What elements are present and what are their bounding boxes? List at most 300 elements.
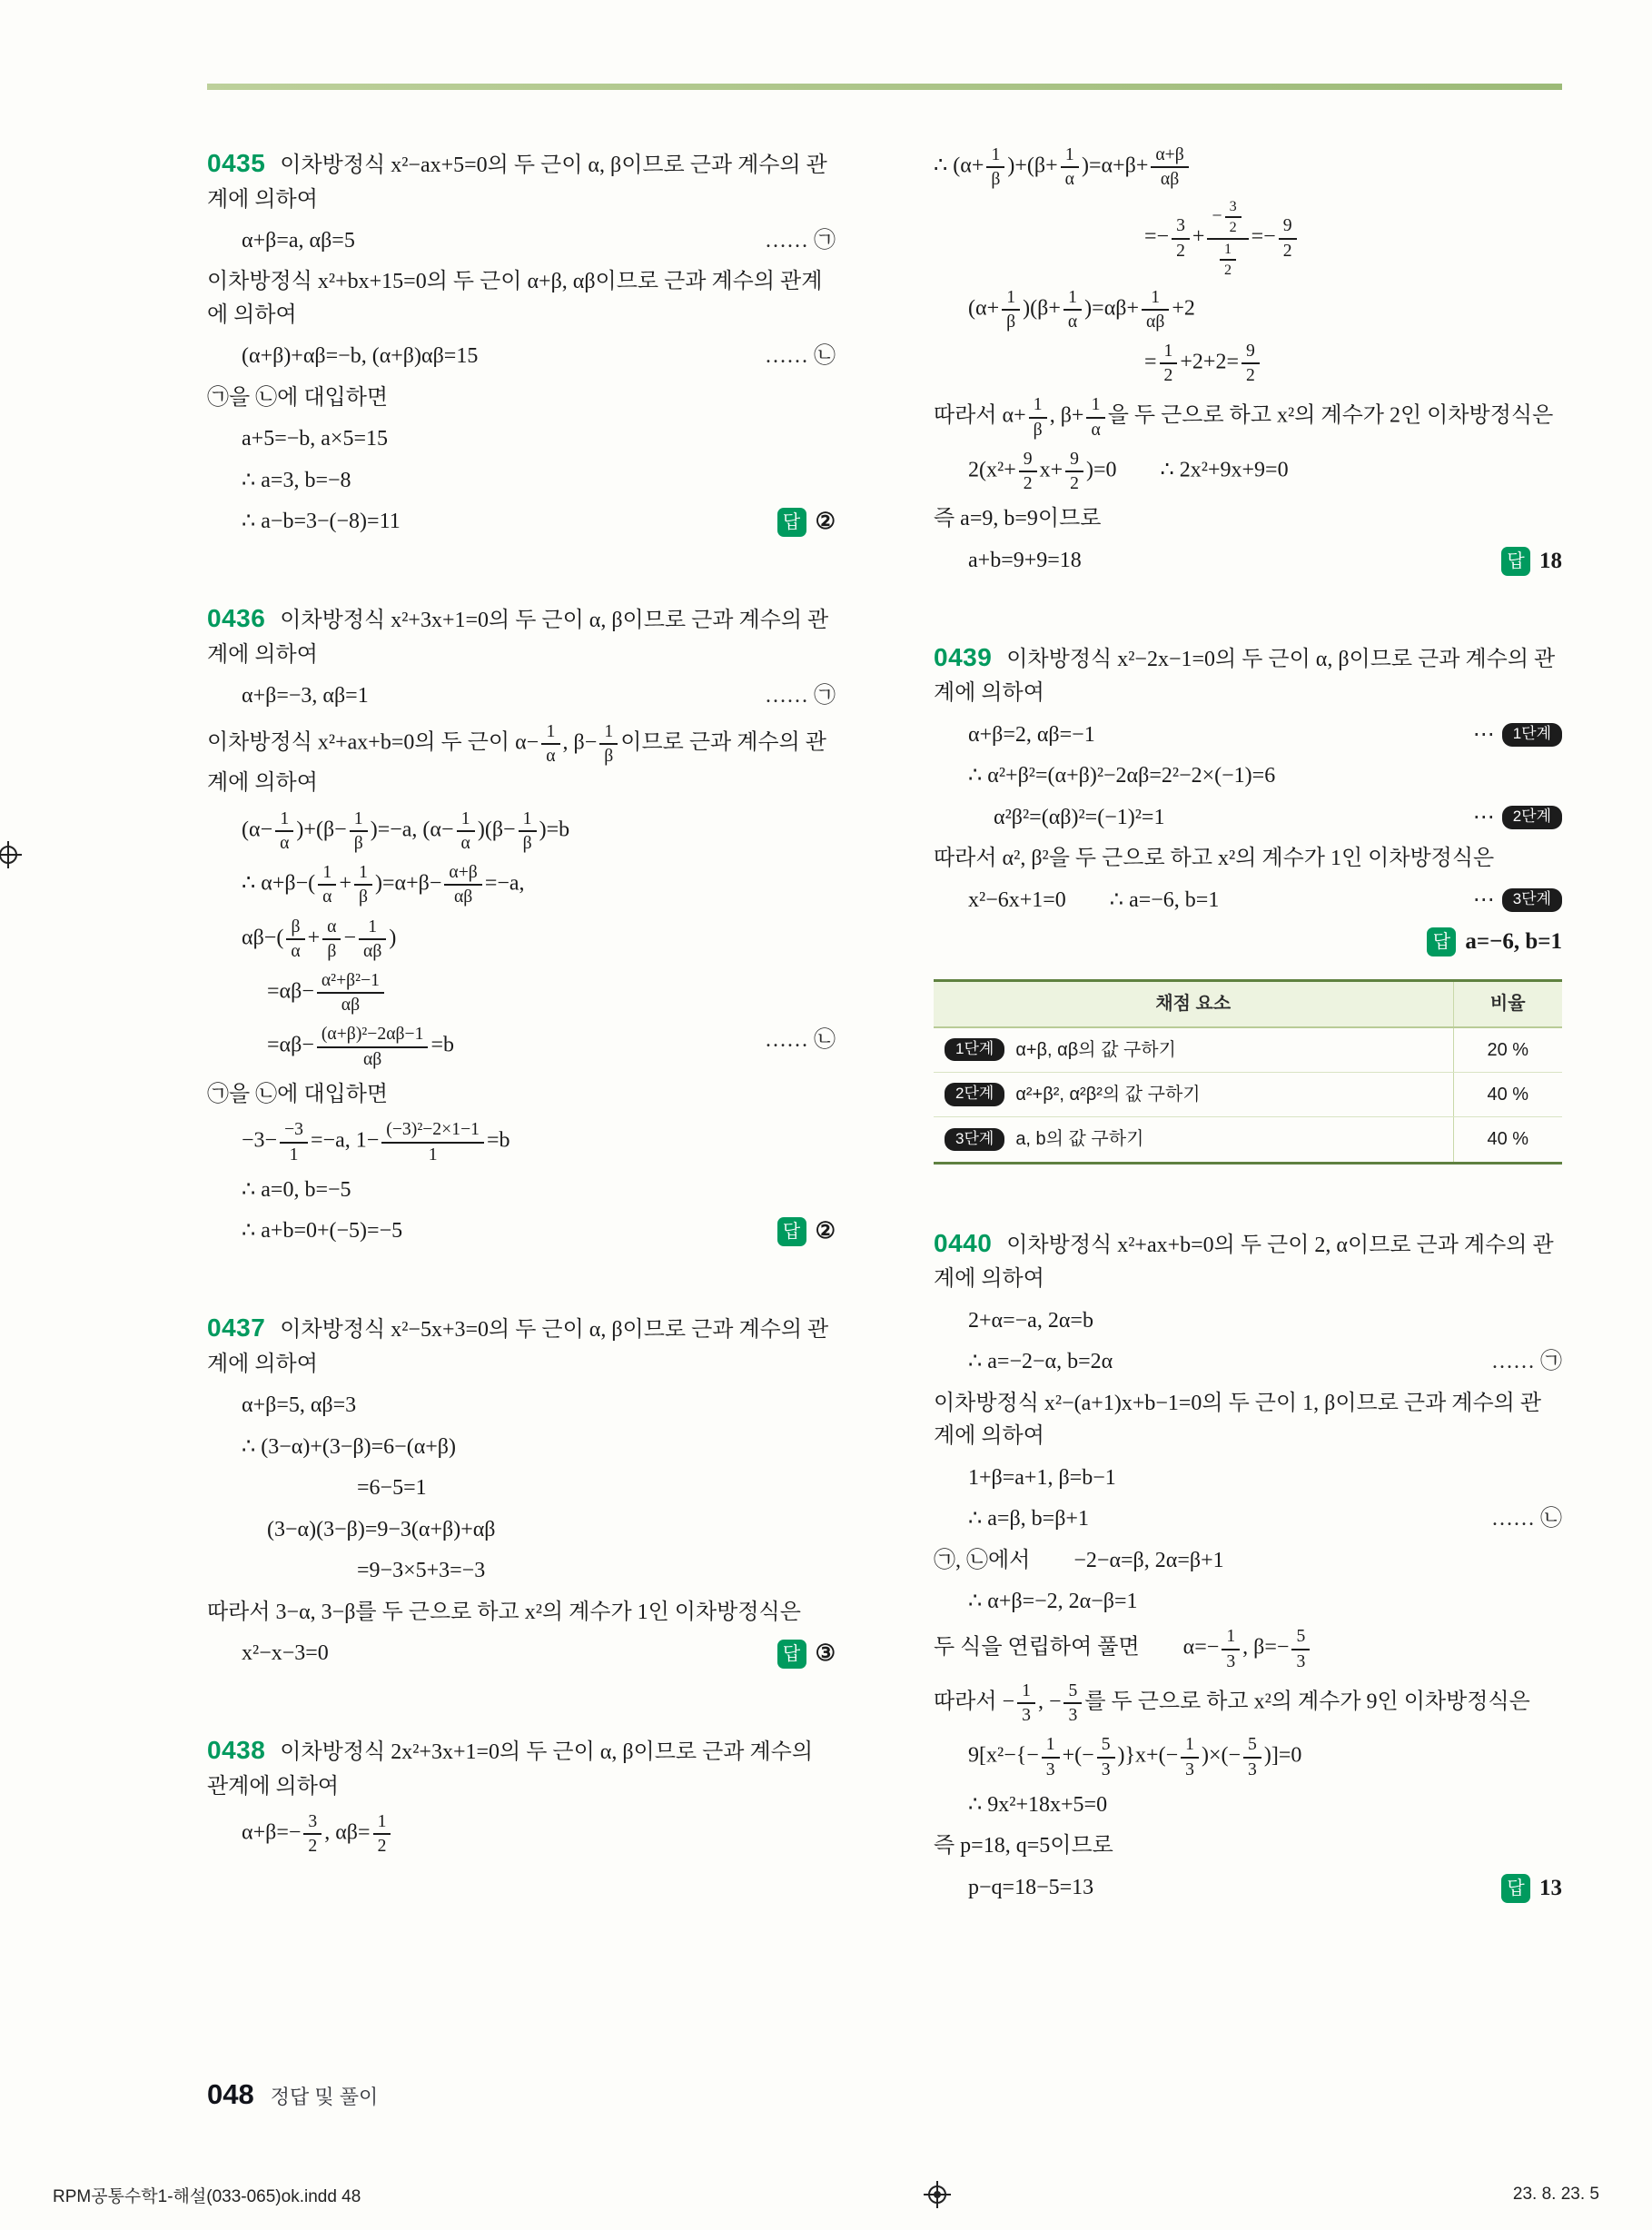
fraction-numerator: 1 (1160, 341, 1178, 364)
line-text: 즉 a=9, b=9이므로 (934, 507, 1102, 531)
line-text: 9[x²−{− $\frac{1}{3}$ +(− $\frac{5}{3}$ )}x+(− $\frac{1}{3}$ )×(− $\frac{5}{3}$ )]=0 (968, 1734, 1302, 1779)
solution-line (934, 884, 1562, 917)
line-text: 따라서 α+ $\frac{1}{\beta}$ , β+ $\frac{1}{\alpha}$ 을 두 근으로 하고 x²의 계수가 2인 이차방정식은 (934, 394, 1554, 440)
line-text: x²−6x+1=0 ∴ a=−6, b=1 (968, 887, 1220, 912)
top-divider-rule (207, 84, 1562, 90)
answer-value: a=−6, b=1 (1465, 929, 1562, 955)
line-text: 0435 이차방정식 x²−ax+5=0의 두 근이 α, β이므로 근과 계수의 관계에 의하여 (207, 149, 827, 212)
line-text: ∴ a−b=3−(−8)=11 (242, 510, 401, 534)
fraction-numerator: α²+β²−1 (317, 970, 384, 994)
fraction-denominator: β (1033, 419, 1043, 440)
problem-number: 0440 (934, 1228, 993, 1257)
fraction-numerator: 9 (1241, 341, 1260, 364)
line-text: =9−3×5+3=−3 (357, 1559, 486, 1583)
solution-line (934, 1462, 1562, 1494)
fraction-denominator: 3 (1022, 1705, 1031, 1726)
fraction (1142, 287, 1169, 332)
fraction-denominator (1207, 240, 1248, 279)
fraction-denominator: 2 (1224, 262, 1232, 278)
footer-label: 정답 및 풀이 (270, 2086, 379, 2108)
solution-line (207, 1513, 836, 1546)
solution-line (207, 1731, 836, 1803)
fraction-denominator: α (1064, 169, 1074, 190)
solution-0436 (207, 600, 836, 1249)
fraction-denominator: 1 (428, 1144, 438, 1165)
reference-marker: …… ㉠ (1491, 1350, 1562, 1374)
line-text: α+β=a, αβ=5 (242, 229, 355, 253)
content-columns (207, 136, 1562, 1966)
fraction-denominator: 3 (1185, 1759, 1194, 1779)
fraction-denominator: α (291, 940, 301, 961)
grading-table-body (934, 1027, 1562, 1164)
fraction-denominator: 2 (1023, 473, 1033, 494)
solution-line (934, 1585, 1562, 1618)
problem-number: 0437 (207, 1313, 266, 1343)
fraction-numerator: 1 (599, 721, 618, 745)
step-marker: ⋯ 2단계 (1457, 801, 1562, 834)
step-badge: 3단계 (1502, 888, 1562, 911)
line-text: ∴ α+β−( $\frac{1}{\alpha}$ + $\frac{1}{\beta}$ )=α+β− $\frac{\alpha+\beta}{\alpha\beta}$ =−a, (242, 862, 525, 907)
solution-line (207, 382, 836, 414)
grading-description: α+β, αβ의 값 구하기 (1015, 1039, 1176, 1060)
fraction (1042, 1734, 1060, 1779)
step-badge: 1단계 (945, 1038, 1004, 1061)
fraction-numerator: 9 (1279, 215, 1297, 239)
fraction-numerator: 1 (1142, 287, 1169, 311)
solution-line (207, 1811, 836, 1857)
fraction-numerator: 1 (1017, 1680, 1035, 1704)
fraction (317, 970, 384, 1016)
fraction (457, 808, 475, 854)
reference-marker: …… ㉠ (765, 229, 836, 253)
line-text: 2+α=−a, 2α=b (968, 1308, 1093, 1333)
solution-line (934, 925, 1562, 959)
fraction-denominator: 2 (308, 1836, 318, 1857)
answer-value: ② (815, 1219, 836, 1244)
solution-line (934, 502, 1562, 535)
solution-line (207, 464, 836, 497)
solution-line (934, 719, 1562, 751)
solution-line (207, 600, 836, 671)
fraction (1222, 1626, 1240, 1671)
fraction-numerator: 3 (303, 1811, 321, 1835)
page-footer (207, 2078, 378, 2111)
solution-line (207, 1214, 836, 1249)
line-text: (α− $\frac{1}{\alpha}$ )+(β− $\frac{1}{\beta}$ )=−a, (α− $\frac{1}{\alpha}$ )(β− $\frac{1}{\beta}$ )=b (242, 808, 570, 853)
fraction (1243, 1734, 1261, 1779)
fraction-denominator: α (1067, 311, 1078, 332)
fraction (303, 1811, 321, 1857)
fraction (1181, 1734, 1199, 1779)
answer-badge-icon: 답 (1501, 547, 1530, 576)
solution-line (207, 505, 836, 540)
solution-line (207, 1637, 836, 1671)
grading-cell-ratio: 40 % (1453, 1072, 1562, 1116)
step-badge: 1단계 (1502, 723, 1562, 746)
fraction-denominator: αβ (362, 1048, 382, 1069)
step-marker: ⋯ 3단계 (1457, 884, 1562, 917)
fraction-denominator: β (522, 832, 532, 853)
fraction-numerator: −3 (280, 1119, 308, 1143)
line-text: −3− $\frac{-3}{1}$ =−a, 1− $\frac{\text{(−3)²−2×1−1}}{1}$ =b (242, 1119, 510, 1165)
fraction-numerator: 1 (1181, 1734, 1199, 1758)
fraction-numerator: 9 (1065, 449, 1083, 472)
reference-marker: …… ㉡ (1491, 1507, 1562, 1531)
reference-marker: …… ㉡ (765, 1028, 836, 1053)
fraction-denominator: 3 (1068, 1705, 1078, 1726)
grading-cell-content (945, 1081, 1442, 1108)
grading-cell-content (945, 1036, 1442, 1064)
fraction-denominator: 1 (289, 1144, 299, 1165)
fraction (1002, 287, 1020, 332)
solution-line (934, 1387, 1562, 1453)
grading-table-row (934, 1027, 1562, 1073)
fraction (354, 862, 372, 907)
answer-badge-icon: 답 (1427, 927, 1456, 956)
left-column (207, 136, 836, 1918)
problem-number: 0436 (207, 604, 266, 633)
fraction-denominator: 2 (1229, 220, 1237, 236)
solution-line (207, 1174, 836, 1206)
solution-line (934, 341, 1562, 386)
solution-line (934, 1544, 1562, 1577)
line-text: ∴ 9x²+18x+5=0 (968, 1792, 1108, 1817)
grading-cell-ratio: 20 % (1453, 1027, 1562, 1073)
solution-line (934, 1626, 1562, 1671)
fraction-numerator: 1 (373, 1811, 391, 1835)
fraction (1151, 144, 1188, 190)
line-text: x²−x−3=0 (242, 1641, 329, 1666)
solution-line (207, 1309, 836, 1381)
line-text: 0438 이차방정식 2x²+3x+1=0의 두 근이 α, β이므로 근과 계수의 관계에 의하여 (207, 1736, 814, 1799)
solution-line (934, 801, 1562, 834)
line-text: 0437 이차방정식 x²−5x+3=0의 두 근이 α, β이므로 근과 계수의 관계에 의하여 (207, 1313, 829, 1376)
line-text: ∴ a=−2−α, b=2α (968, 1350, 1113, 1374)
line-text: 두 식을 연립하여 풀면 α=− $\frac{1}{3}$ , β=− $\frac{5}{3}$ (934, 1626, 1312, 1671)
line-text: 0436 이차방정식 x²+3x+1=0의 두 근이 α, β이므로 근과 계수의 관계에 의하여 (207, 604, 829, 667)
fraction-denominator: αβ (1160, 169, 1180, 190)
fraction-denominator: β (358, 887, 368, 907)
line-text: 즉 p=18, q=5이므로 (934, 1834, 1113, 1858)
line-text: ∴ a=β, b=β+1 (968, 1507, 1089, 1531)
fraction-numerator: 5 (1291, 1626, 1310, 1650)
fraction-numerator: 5 (1243, 1734, 1261, 1758)
right-column (934, 136, 1562, 1966)
solution-line (934, 144, 1562, 190)
solution-line (207, 1596, 836, 1629)
fraction-denominator: α (322, 887, 332, 907)
fraction-denominator: 3 (1045, 1759, 1055, 1779)
line-text: ∴ a=3, b=−8 (242, 468, 351, 492)
grading-criteria-table (934, 979, 1562, 1165)
fraction-denominator: β (327, 940, 337, 961)
solution-line (934, 544, 1562, 579)
fraction-numerator: 1 (1042, 1734, 1060, 1758)
solution-line (207, 917, 836, 962)
fraction-denominator: β (1006, 311, 1016, 332)
solution-0435 (207, 144, 836, 540)
grading-header-criteria: 채점 요소 (934, 981, 1453, 1027)
solution-line (934, 449, 1562, 494)
line-text: ∴ α+β=−2, 2α−β=1 (968, 1590, 1138, 1613)
line-text: 따라서 α², β²을 두 근으로 하고 x²의 계수가 1인 이차방정식은 (934, 847, 1495, 871)
step-badge: 3단계 (945, 1128, 1004, 1151)
fraction (1097, 1734, 1115, 1779)
grading-cell-criteria (934, 1027, 1453, 1073)
fraction-denominator: 3 (1296, 1650, 1306, 1671)
fraction-numerator: 1 (1002, 287, 1020, 311)
solution-line (934, 287, 1562, 332)
fraction-numerator: 1 (350, 808, 368, 832)
line-text: = $\frac{1}{2}$ +2+2= $\frac{9}{2}$ (1144, 341, 1262, 386)
answer-value: ③ (815, 1641, 836, 1667)
fraction (1172, 215, 1190, 261)
solution-line (207, 340, 836, 372)
line-text: (α+β)+αβ=−b, (α+β)αβ=15 (242, 344, 479, 369)
answer (761, 1637, 836, 1671)
fraction-numerator: 1 (1063, 287, 1082, 311)
line-text: 따라서 3−α, 3−β를 두 근으로 하고 x²의 계수가 1인 이차방정식은 (207, 1600, 801, 1624)
answer-badge-icon: 답 (777, 1217, 806, 1246)
line-text: 이차방정식 x²−(a+1)x+b−1=0의 두 근이 1, β이므로 근과 계수의 관계에 의하여 (934, 1391, 1542, 1449)
line-text: (α+ $\frac{1}{\beta}$ )(β+ $\frac{1}{\alpha}$ )=αβ+ $\frac{1}{\alpha\beta}$ +2 (968, 286, 1195, 332)
line-text: α+β=2, αβ=−1 (968, 722, 1095, 747)
solution-line (207, 1472, 836, 1504)
fraction (986, 144, 1004, 190)
line-text: =αβ− $\frac{\text{(α+β)²−2αβ−1}}{\alpha\beta}$ =b (267, 1024, 454, 1069)
line-text: ∴ (3−α)+(3−β)=6−(α+β) (242, 1434, 457, 1459)
fraction-numerator: 1 (986, 144, 1004, 168)
solution-line (207, 721, 836, 800)
line-text: 이차방정식 x²+ax+b=0의 두 근이 α− $\frac{1}{\alpha}$ , β− $\frac{1}{\beta}$ 이므로 근과 계수의 관계에 의하여 (207, 720, 826, 796)
line-text: ㉠, ㉡에서 −2−α=β, 2α=β+1 (934, 1548, 1224, 1572)
fraction-denominator: β (353, 832, 363, 853)
registration-mark-left (0, 839, 24, 870)
solution-0437 (207, 1309, 836, 1671)
fraction-denominator: 2 (1282, 240, 1292, 261)
fraction (286, 917, 304, 962)
print-info-line (53, 2179, 1599, 2210)
line-text: p−q=18−5=13 (968, 1875, 1094, 1899)
fraction-denominator: α (460, 832, 470, 853)
fraction-numerator: 3 (1172, 215, 1190, 239)
fraction-numerator: 3 (1225, 198, 1241, 218)
fraction-numerator: 1 (359, 917, 386, 940)
fraction (318, 862, 336, 907)
step-marker: ⋯ 1단계 (1457, 719, 1562, 751)
solution-line (207, 1389, 836, 1422)
solution-0439 (934, 639, 1562, 1165)
fraction-numerator: 1 (1029, 394, 1047, 418)
solution-line (207, 1554, 836, 1587)
line-text: 0439 이차방정식 x²−2x−1=0의 두 근이 α, β이므로 근과 계수의 관계에 의하여 (934, 642, 1556, 706)
fraction-numerator: α (322, 917, 341, 940)
fraction (1086, 394, 1104, 440)
solution-continuation (934, 144, 1562, 579)
fraction (1029, 394, 1047, 440)
fraction-denominator: 2 (1163, 365, 1173, 386)
print-file-name: RPM공통수학1-해설(033-065)ok.indd 48 (53, 2186, 361, 2206)
line-text: ∴ α²+β²=(α+β)²−2αβ=2²−2×(−1)=6 (968, 764, 1276, 788)
fraction (275, 808, 293, 854)
solution-line (207, 1431, 836, 1463)
fraction (1241, 341, 1260, 386)
line-text: 2(x²+ $\frac{9}{2}$ x+ $\frac{9}{2}$ )=0 ∴ 2x²+9x+9=0 (968, 448, 1289, 494)
grading-table-head (934, 981, 1562, 1027)
line-text: ∴ a+b=0+(−5)=−5 (242, 1219, 403, 1244)
solution-line (934, 1789, 1562, 1821)
answer-badge-icon: 답 (777, 1640, 806, 1669)
fraction-denominator: 2 (1070, 473, 1079, 494)
solution-line (207, 1078, 836, 1111)
fraction (1160, 341, 1178, 386)
fraction (541, 721, 559, 767)
fraction (373, 1811, 391, 1857)
registration-mark-bottom (922, 2179, 953, 2210)
answer (1485, 544, 1562, 579)
solution-line (207, 265, 836, 332)
fraction-numerator: 1 (275, 808, 293, 832)
line-text: a+5=−b, a×5=15 (242, 427, 388, 451)
solution-line (207, 970, 836, 1016)
answer-value: 18 (1539, 548, 1562, 573)
line-text: ∴ (α+ $\frac{1}{\beta}$ )+(β+ $\frac{1}{\alpha}$ )=α+β+ $\frac{\alpha+\beta}{\alpha\beta}$ (934, 144, 1192, 190)
answer-badge-icon: 답 (777, 508, 806, 537)
answer (761, 1214, 836, 1249)
fraction-numerator: 9 (1019, 449, 1037, 472)
answer-value: 13 (1539, 1875, 1562, 1900)
answer (1410, 925, 1562, 959)
grading-cell-criteria (934, 1117, 1453, 1163)
solution-line (934, 1304, 1562, 1337)
line-text: 따라서 − $\frac{1}{3}$ , − $\frac{5}{3}$ 를 두 근으로 하고 x²의 계수가 9인 이차방정식은 (934, 1680, 1530, 1726)
fraction (1063, 1680, 1082, 1726)
fraction-numerator: 1 (1086, 394, 1104, 418)
fraction-numerator: 1 (1061, 144, 1079, 168)
line-text: α+β=− $\frac{3}{2}$ , αβ= $\frac{1}{2}$ (242, 1811, 393, 1857)
fraction-denominator: 2 (377, 1836, 387, 1857)
answer (761, 505, 836, 540)
problem-number: 0439 (934, 642, 993, 671)
solution-line (934, 1224, 1562, 1296)
solution-line (934, 639, 1562, 710)
fraction-denominator: 3 (1248, 1759, 1257, 1779)
fraction (1065, 449, 1083, 494)
fraction (350, 808, 368, 854)
answer-value: ② (815, 510, 836, 535)
fraction-numerator: 1 (457, 808, 475, 832)
solution-line (207, 422, 836, 455)
fraction-numerator: 1 (354, 862, 372, 886)
solution-0440 (934, 1224, 1562, 1906)
fraction-denominator: αβ (341, 995, 361, 1016)
solution-line (934, 759, 1562, 792)
solution-line (207, 1024, 836, 1069)
answer-badge-icon: 답 (1501, 1874, 1530, 1903)
fraction (1063, 287, 1082, 332)
fraction-denominator: α (546, 746, 556, 766)
line-text: ㉠을 ㉡에 대입하면 (207, 385, 389, 410)
line-text: αβ−( $\frac{\beta}{\alpha}$ + $\frac{\alpha}{\beta}$ − $\frac{1}{\alpha\beta}$ ) (242, 916, 397, 961)
grading-cell-criteria (934, 1072, 1453, 1116)
fraction (1291, 1626, 1310, 1671)
problem-number: 0435 (207, 149, 266, 177)
line-text: α+β=−3, αβ=1 (242, 684, 369, 709)
step-badge: 2단계 (945, 1083, 1004, 1105)
line-text: ∴ a=0, b=−5 (242, 1177, 351, 1202)
fraction (1019, 449, 1037, 494)
fraction-denominator: 3 (1226, 1650, 1236, 1671)
line-text: =αβ− $\frac{\text{α²+β²−1}}{\alpha\beta}$ (267, 970, 387, 1016)
grading-table-header-row (934, 981, 1562, 1027)
print-date: 23. 8. 23. 5 (1512, 2185, 1599, 2204)
fraction (1207, 198, 1248, 278)
fraction (599, 721, 618, 767)
solution-line (934, 1345, 1562, 1378)
line-text: 이차방정식 x²+bx+15=0의 두 근이 α+β, αβ이므로 근과 계수의 관계에 의하여 (207, 270, 823, 327)
answer (1485, 1871, 1562, 1906)
fraction (317, 1024, 429, 1069)
fraction-numerator: α+β (1151, 144, 1188, 168)
fraction-numerator: 1 (1222, 1626, 1240, 1650)
fraction (381, 1119, 484, 1165)
fraction-denominator: α (280, 832, 290, 853)
solution-line (934, 394, 1562, 440)
fraction (359, 917, 386, 962)
fraction-numerator: 1 (318, 862, 336, 886)
page-number: 048 (207, 2078, 254, 2110)
fraction-denominator: β (604, 746, 614, 766)
fraction-denominator: αβ (363, 940, 382, 961)
solution-0438 (207, 1731, 836, 1857)
solution-line (934, 842, 1562, 875)
line-text: =6−5=1 (357, 1476, 427, 1501)
line-text: α²β²=(αβ)²=(−1)²=1 (994, 805, 1165, 829)
grading-description: a, b의 값 구하기 (1015, 1129, 1144, 1150)
grading-header-ratio: 비율 (1453, 981, 1562, 1027)
solution-line (207, 224, 836, 257)
fraction (444, 862, 481, 907)
line-text: ㉠을 ㉡에 대입하면 (207, 1082, 389, 1106)
fraction-numerator: α+β (444, 862, 481, 886)
solution-line (207, 862, 836, 907)
line-text: a+b=9+9=18 (968, 548, 1082, 572)
fraction-numerator: 1 (1220, 241, 1236, 261)
grading-cell-ratio: 40 % (1453, 1117, 1562, 1163)
fraction-numerator: 1 (519, 808, 537, 832)
solution-line (207, 679, 836, 712)
fraction-denominator: α (1091, 419, 1101, 440)
step-badge: 2단계 (1502, 806, 1562, 828)
line-text: =− $\frac{3}{2}$ + − $\frac{3}{2}$ $\frac{1}{2}$ =− $\frac{9}{2}$ (1144, 198, 1300, 278)
fraction-numerator: − $\frac{3}{2}$ (1207, 198, 1248, 239)
solution-line (934, 1502, 1562, 1535)
grading-cell-content (945, 1125, 1442, 1153)
fraction-denominator: 2 (1176, 240, 1185, 261)
fraction-numerator: 5 (1097, 1734, 1115, 1758)
fraction (519, 808, 537, 854)
line-text: 0440 이차방정식 x²+ax+b=0의 두 근이 2, α이므로 근과 계수의 관계에 의하여 (934, 1228, 1554, 1292)
fraction-numerator: 5 (1063, 1680, 1082, 1704)
solution-line (934, 198, 1562, 278)
fraction-denominator: αβ (1146, 311, 1165, 332)
problem-number: 0438 (207, 1736, 266, 1765)
fraction (1220, 241, 1236, 279)
fraction-denominator: β (991, 169, 1001, 190)
fraction (1279, 215, 1297, 261)
fraction (1017, 1680, 1035, 1726)
fraction-numerator: (α+β)²−2αβ−1 (317, 1024, 429, 1047)
